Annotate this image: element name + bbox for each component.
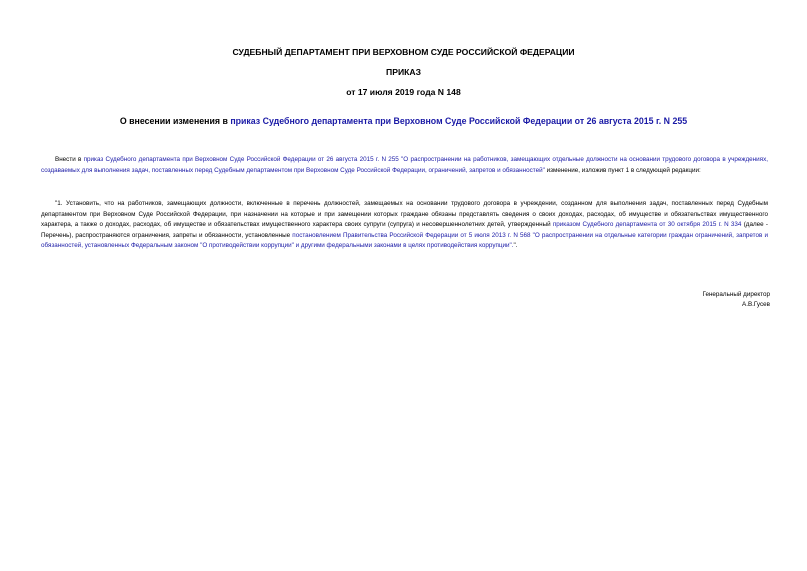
paragraph2-text1: "1. Установить, что на работников, замещающих должности, включенные в перечень должностей, замещаемых на основании трудового договора в учреждении, созданном для выполнения задач, поставленных перед Судебным департаментом при Верховном Суде Российской Федерации, при назначении на которые и при замещении которых граждане обязаны представлять сведения о своих доходах, расходах, об имуществе и обязательствах имущественного характера, а также о доходах, расходах, об имуществе и обязательствах имущественного характера своих супруги (супруга) и несовершеннолетних детей, утвержденный bbox=[41, 200, 768, 229]
paragraph2-text3: ". bbox=[513, 242, 518, 250]
date-number-heading: от 17 июля 2019 года N 148 bbox=[346, 87, 461, 97]
document-title bbox=[0, 116, 807, 127]
paragraph1-suffix: изменение, изложив пункт 1 в следующей редакции: bbox=[544, 166, 701, 174]
paragraph1-prefix: Внести в bbox=[55, 156, 84, 163]
paragraph2-text2: (далее - Перечень), распространяются ограничения, запреты и обязанности, установленные bbox=[41, 221, 768, 239]
signature-position: Генеральный директор bbox=[702, 291, 770, 298]
paragraph-amendment bbox=[41, 155, 768, 176]
paragraph1-link[interactable]: приказ Судебного департамента при Верховном Суде Российской Федерации от 26 августа 2015 г. N 255 "О распространении на работников, замещающих отдельные должности на основании трудового договора в учреждениях, создаваемых для выполнения задач, поставленных перед Судебным департаментом при Верховном Суде Российской Федерации, ограничений, запретов и обязанностей" bbox=[41, 156, 768, 174]
title-prefix: О внесении изменения в bbox=[119, 116, 231, 126]
paragraph-new-wording bbox=[41, 199, 768, 252]
paragraph2-link-resolution-568[interactable]: постановлением Правительства Российской Федерации от 5 июля 2013 г. N 568 "О распространении на отдельные категории граждан ограничений, запретов и обязанностей, установленных Федеральным законом "О противодействии коррупции" и другими федеральными законами в целях противодействия коррупции". bbox=[41, 231, 768, 250]
signature-name: А.В.Гусев bbox=[742, 301, 770, 308]
organization-heading: СУДЕБНЫЙ ДЕПАРТАМЕНТ ПРИ ВЕРХОВНОМ СУДЕ РОССИЙСКОЙ ФЕДЕРАЦИИ bbox=[232, 47, 575, 57]
title-link[interactable]: приказ Судебного департамента при Верховном Суде Российской Федерации от 26 августа 2015 г. N 255 bbox=[230, 116, 688, 126]
document-type-heading: ПРИКАЗ bbox=[386, 67, 421, 77]
paragraph2-link-order-334[interactable]: приказом Судебного департамента от 30 октября 2015 г. N 334 bbox=[552, 221, 742, 229]
